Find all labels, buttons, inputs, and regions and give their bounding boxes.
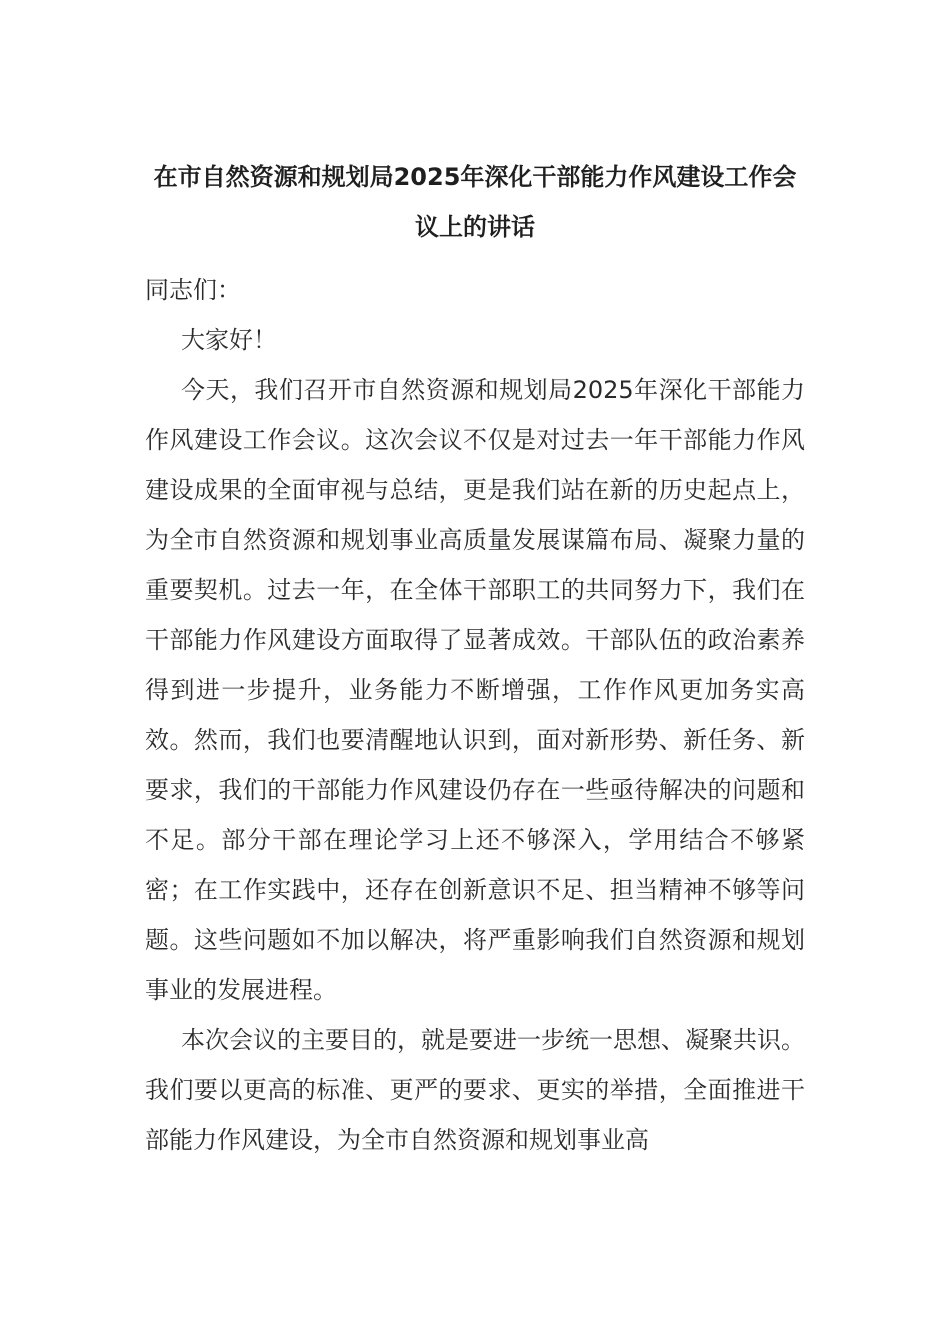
paragraph-greeting: 大家好！: [181, 326, 277, 354]
paragraph-purpose: 本次会议的主要目的，就是要进一步统一思想、凝聚共识。我们要以更高的标准、更严的要求、更实的举措，全面推进干部能力作风建设，为全市自然资源和规划事业高: [145, 1026, 805, 1154]
document-title: 在市自然资源和规划局2025年深化干部能力作风建设工作会议上的讲话: [153, 163, 797, 241]
salutation: 同志们：: [145, 276, 241, 304]
paragraph-intro: 今天，我们召开市自然资源和规划局2025年深化干部能力作风建设工作会议。这次会议不仅是对过去一年干部能力作风建设成果的全面审视与总结，更是我们站在新的历史起点上，为全市自然资源和规划事业高质量发展谋篇布局、凝聚力量的重要契机。过去一年，在全体干部职工的共同努力下，我们在干部能力作风建设方面取得了显著成效。干部队伍的政治素养得到进一步提升，业务能力不断增强，工作作风更加务实高效。然而，我们也要清醒地认识到，面对新形势、新任务、新要求，我们的干部能力作风建设仍存在一些亟待解决的问题和不足。部分干部在理论学习上还不够深入，学用结合不够紧密；在工作实践中，还存在创新意识不足、担当精神不够等问题。这些问题如不加以解决，将严重影响我们自然资源和规划事业的发展进程。: [145, 376, 805, 1004]
document-body: [145, 265, 805, 1165]
